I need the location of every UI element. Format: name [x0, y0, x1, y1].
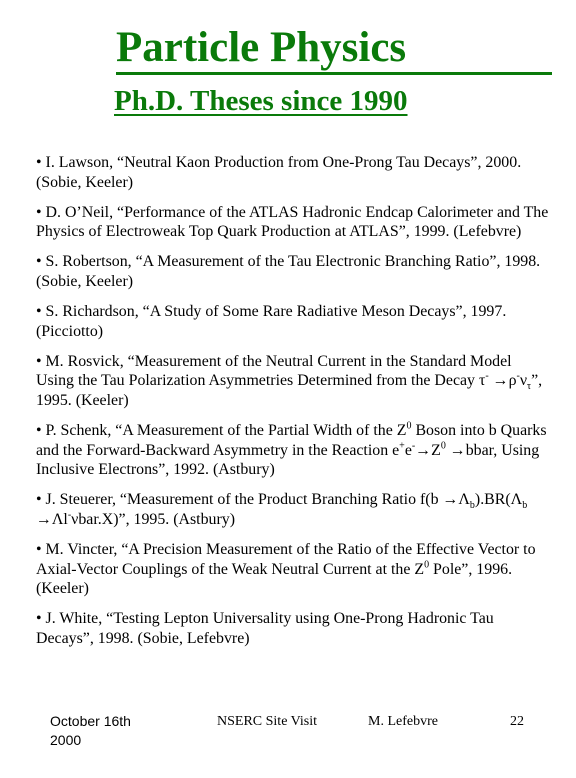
thesis-item: • S. Robertson, “A Measurement of the Tau Electronic Branching Ratio”, 1998. (Sobie, Keeler)	[36, 253, 541, 290]
slide-subtitle: Ph.D. Theses since 1990	[114, 85, 408, 117]
thesis-item: • I. Lawson, “Neutral Kaon Production from One-Prong Tau Decays”, 2000. (Sobie, Keeler)	[36, 154, 522, 191]
footer-page-number: 22	[510, 714, 524, 729]
footer-date: October 16th 2000	[50, 713, 131, 748]
thesis-item: • J. Steuerer, “Measurement of the Product Branching Ratio $f(b \to\Lambda_b).BR(\Lambda_b \to\Lambda l^-\nu bar.X)$”, 1995. (Astbury)	[36, 491, 528, 528]
thesis-item: • J. White, “Testing Lepton Universality using One-Prong Hadronic Tau Decays”, 1998. (Sobie, Lefebvre)	[36, 610, 494, 647]
footer-event: NSERC Site Visit	[217, 714, 318, 729]
slide-title: Particle Physics	[116, 24, 552, 75]
footer-author: M. Lefebvre	[368, 714, 438, 729]
thesis-item: • M. Rosvick, “Measurement of the Neutral Current in the Standard Model Using the Tau Polarization Asymmetries Determined from the Decay $\tau^- \to\rho^-\nu_\tau$”, 1995. (Keeler)	[36, 352, 543, 409]
theses-list	[36, 153, 552, 659]
thesis-item: • S. Richardson, “A Study of Some Rare Radiative Meson Decays”, 1997. (Picciotto)	[36, 303, 507, 340]
thesis-item: • D. O’Neil, “Performance of the ATLAS Hadronic Endcap Calorimeter and The Physics of Electroweak Top Quark Production at ATLAS”, 1999. (Lefebvre)	[36, 203, 549, 241]
thesis-item: • P. Schenk, “A Measurement of the Partial Width of the $Z^0$ Boson into b Quarks and the Forward-Backward Asymmetry in the Reaction $e^+e^-\to Z^0$ →bbar, Using Inclusive Electrons”, 1992. (Astbury)	[36, 420, 547, 479]
thesis-item: • M. Vincter, “A Precision Measurement of the Ratio of the Effective Vector to Axial-Vector Couplings of the Weak Neutral Current at the $Z^0$ Pole”, 1996. (Keeler)	[36, 541, 536, 598]
